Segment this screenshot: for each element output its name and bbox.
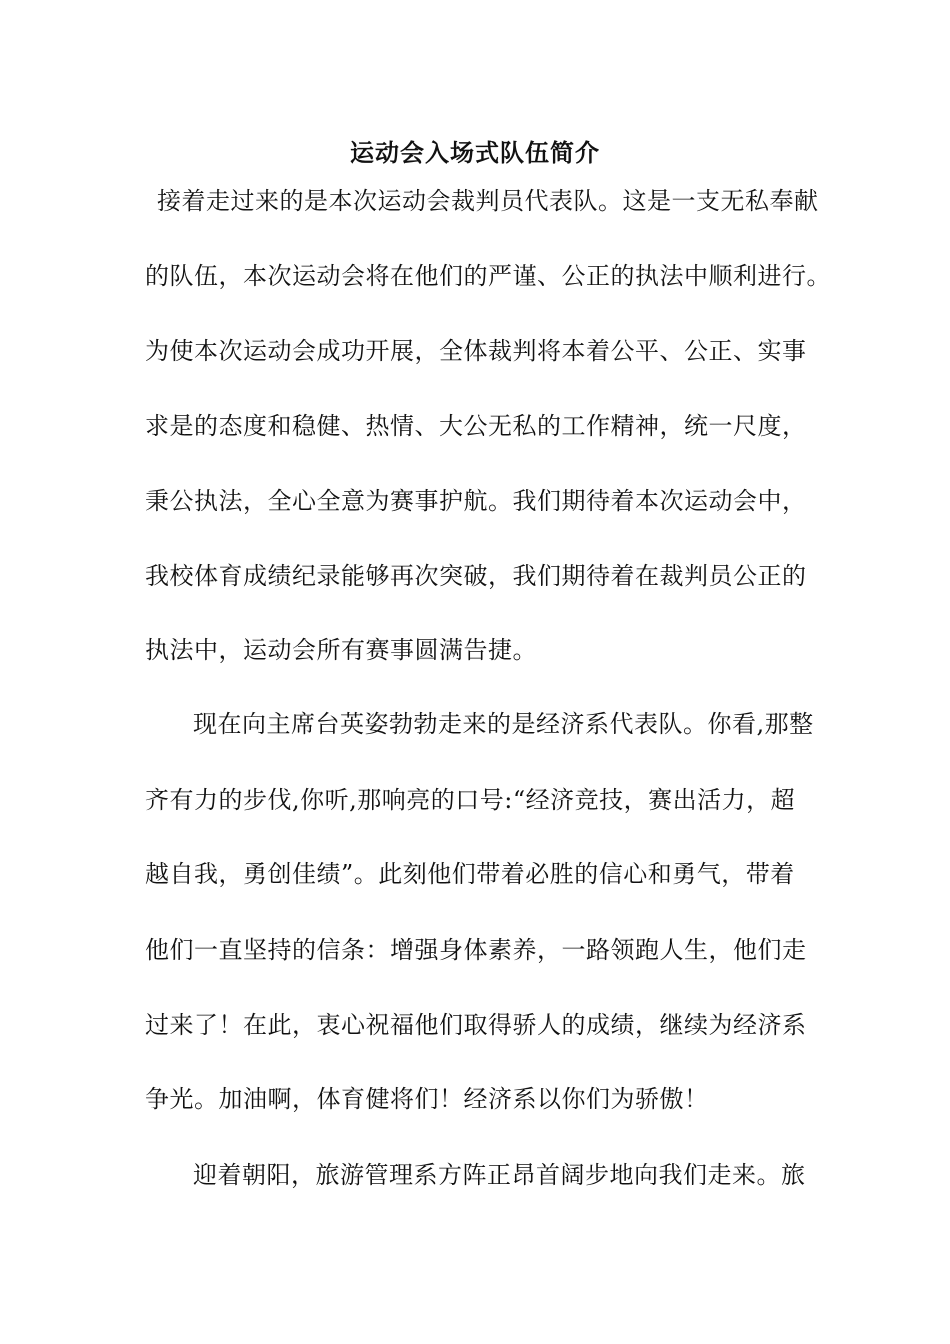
body-line: 我校体育成绩纪录能够再次突破，我们期待着在裁判员公正的 (145, 562, 807, 590)
body-line: 的队伍，本次运动会将在他们的严谨、公正的执法中顺利进行。 (145, 262, 831, 290)
body-line: 为使本次运动会成功开展，全体裁判将本着公平、公正、实事 (145, 337, 807, 365)
body-line: 过来了！在此，衷心祝福他们取得骄人的成绩，继续为经济系 (145, 1011, 807, 1039)
body-line: 执法中，运动会所有赛事圆满告捷。 (145, 636, 537, 664)
body-line: 齐有力的步伐,你听,那响亮的口号:“经济竞技，赛出活力，超 (145, 786, 796, 814)
body-line: 越自我，勇创佳绩”。此刻他们带着必胜的信心和勇气，带着 (145, 860, 795, 888)
body-line: 接着走过来的是本次运动会裁判员代表队。这是一支无私奉献 (157, 187, 819, 215)
document-title: 运动会入场式队伍简介 (350, 138, 600, 167)
body-line: 秉公执法，全心全意为赛事护航。我们期待着本次运动会中， (145, 487, 807, 515)
body-line: 迎着朝阳，旅游管理系方阵正昂首阔步地向我们走来。旅 (193, 1161, 806, 1189)
body-line: 现在向主席台英姿勃勃走来的是经济系代表队。你看,那整 (193, 710, 814, 738)
body-line: 争光。加油啊，体育健将们！经济系以你们为骄傲！ (145, 1085, 709, 1113)
body-line: 求是的态度和稳健、热情、大公无私的工作精神，统一尺度， (145, 412, 807, 440)
body-line: 他们一直坚持的信条：增强身体素养，一路领跑人生，他们走 (145, 936, 807, 964)
